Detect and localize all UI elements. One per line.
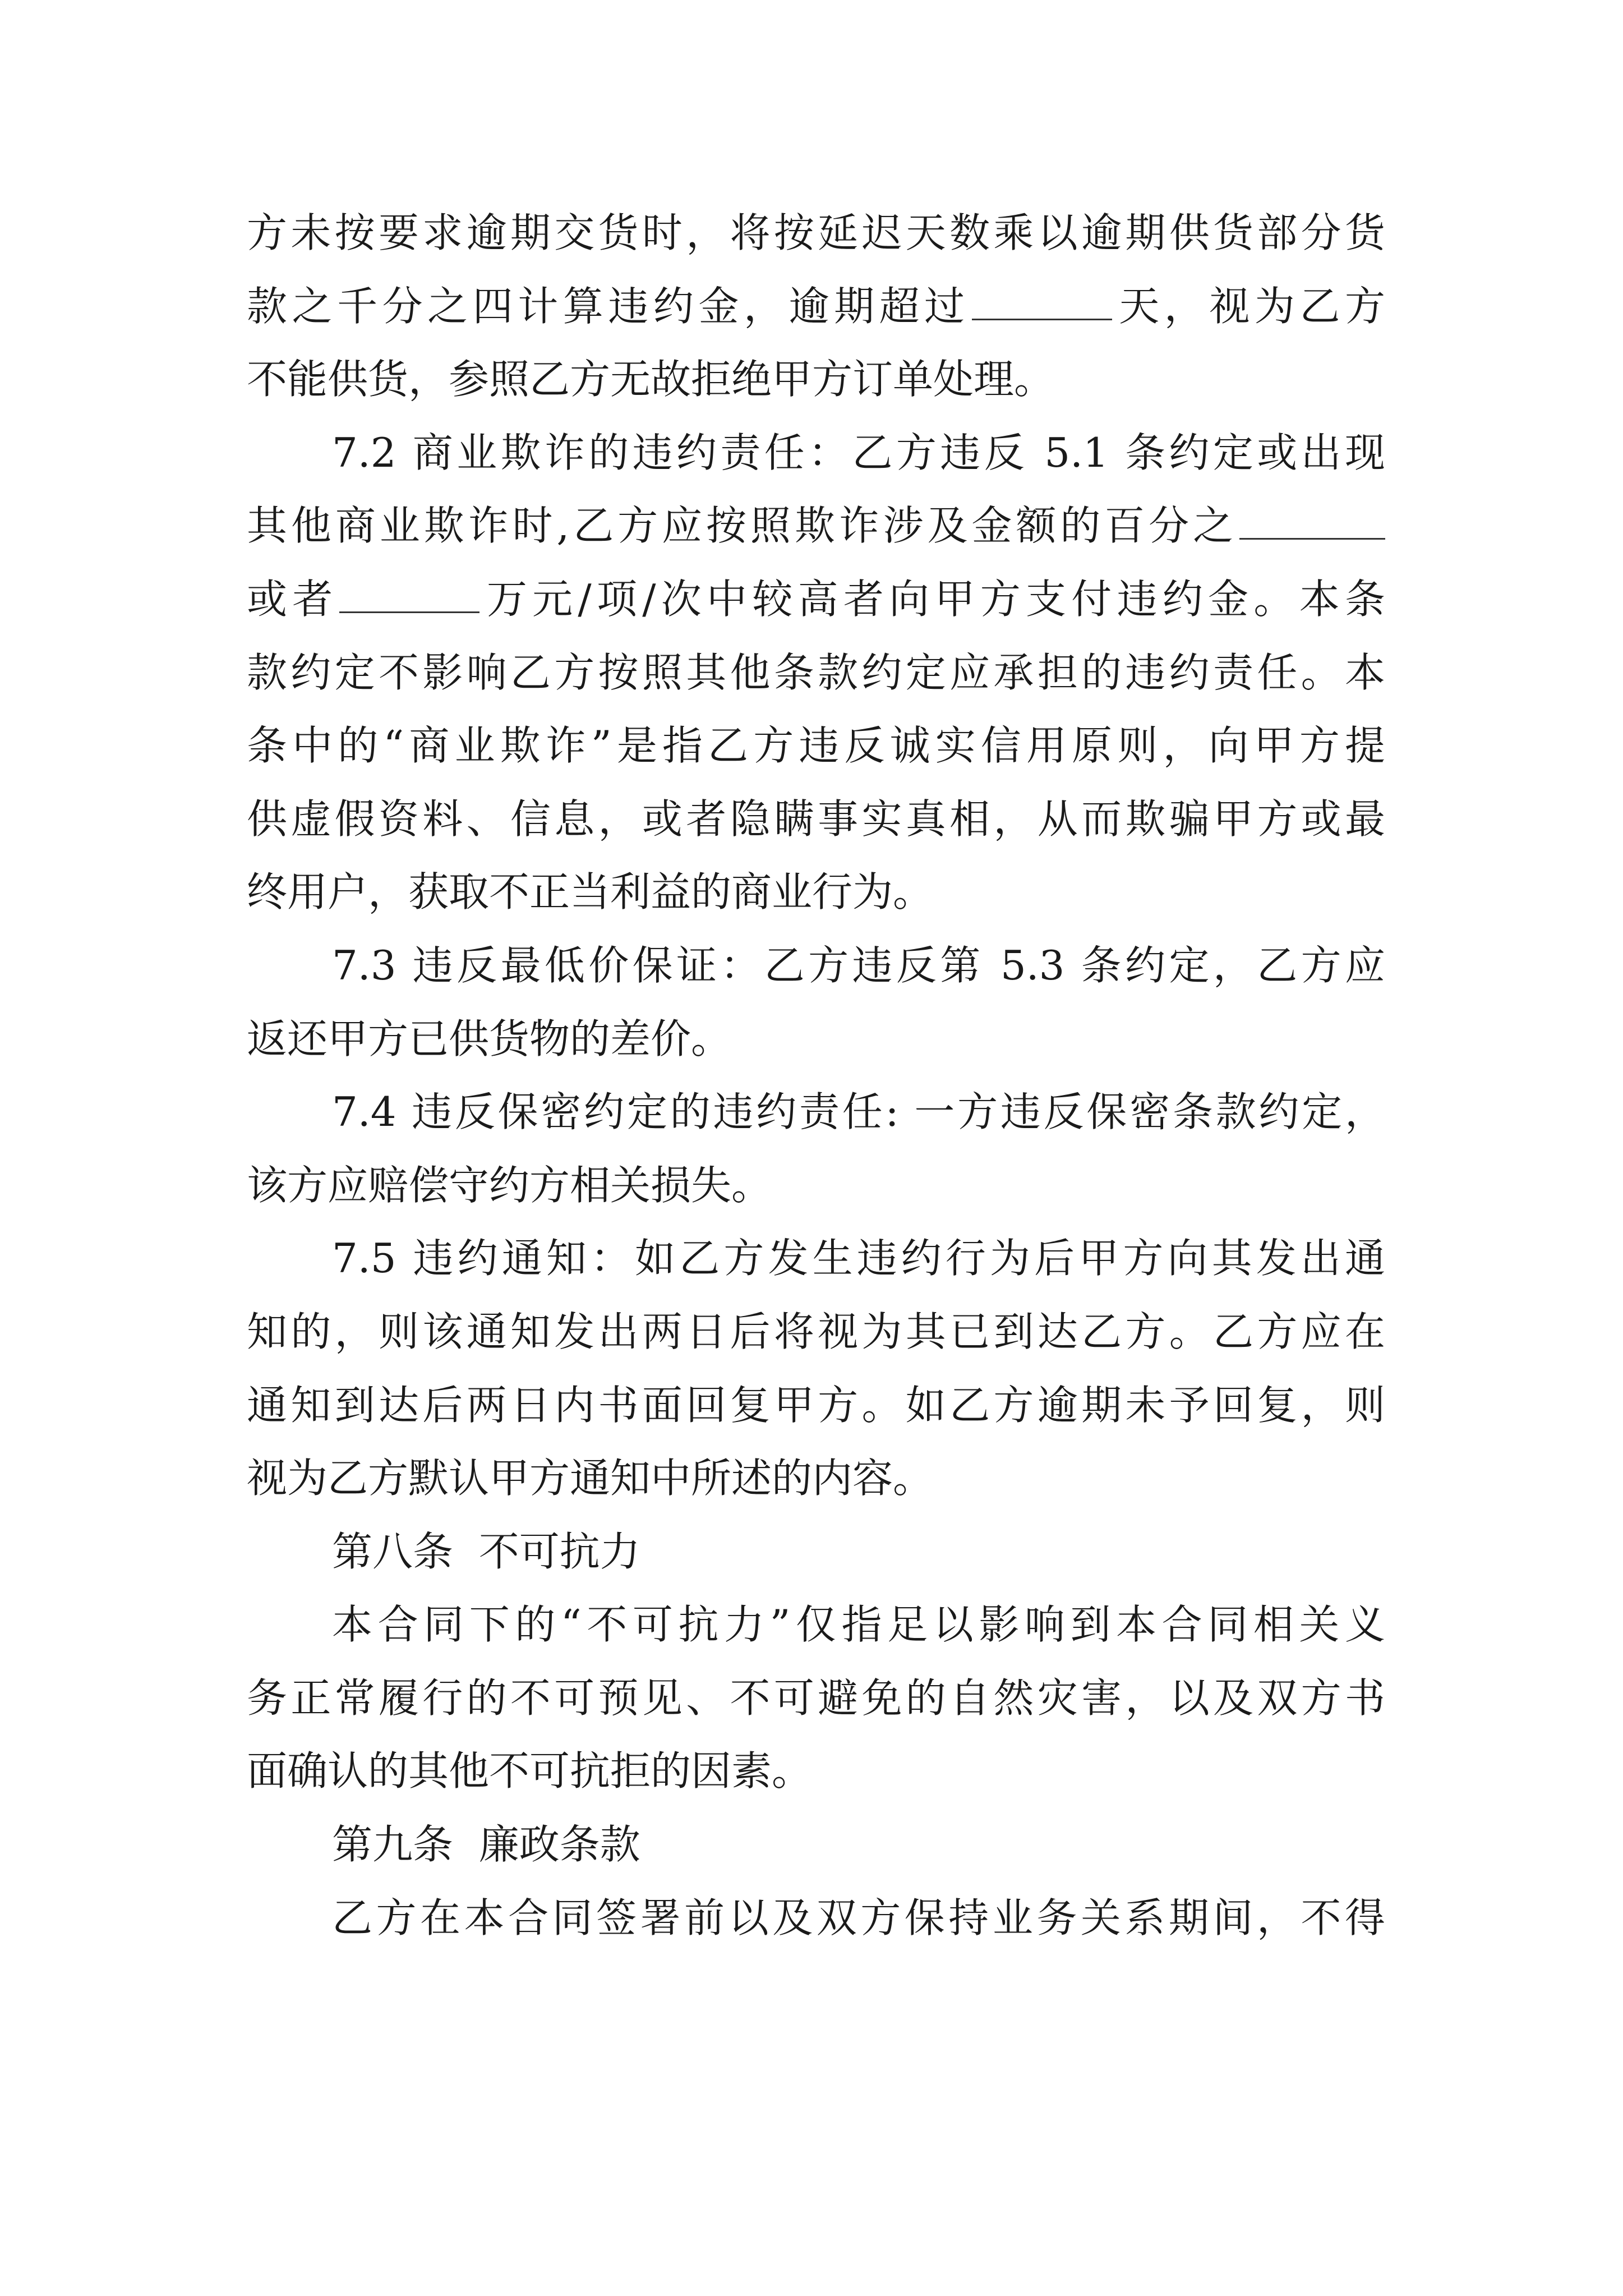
text-line: 该方应赔偿守约方相关损失。	[247, 1161, 772, 1209]
text-line: 7.3 违反最低价保证：乙方违反第 5.3 条约定，乙方应	[332, 941, 1385, 989]
text-fragment: 天，视为乙方	[1114, 282, 1385, 330]
text-line: 不能供货，参照乙方无故拒绝甲方订单处理。	[247, 356, 1055, 403]
fill-in-blank	[339, 611, 479, 613]
text-line: 知的，则该通知发出两日后将视为其已到达乙方。乙方应在	[247, 1308, 1385, 1355]
section-heading: 第八条 不可抗力	[332, 1527, 640, 1575]
text-fragment: 其他商业欺诈时,乙方应按照欺诈涉及金额的百分之	[247, 502, 1237, 550]
text-line: 返还甲方已供货物的差价。	[247, 1015, 732, 1062]
text-line: 乙方在本合同签署前以及双方保持业务关系期间，不得	[332, 1894, 1385, 1941]
text-line: 7.5 违约通知：如乙方发生违约行为后甲方向其发出通	[332, 1235, 1385, 1282]
text-fragment: 或者	[247, 575, 338, 623]
fill-in-blank	[1239, 537, 1385, 540]
text-line: 本合同下的“不可抗力”仅指足以影响到本合同相关义	[332, 1601, 1385, 1649]
text-line-with-blank	[247, 563, 1385, 636]
text-line: 款约定不影响乙方按照其他条款约定应承担的违约责任。本	[247, 648, 1385, 696]
text-line-with-blank	[247, 489, 1385, 563]
section-heading: 第九条 廉政条款	[332, 1821, 640, 1869]
text-fragment: 万元/项/次中较高者向甲方支付违约金。本条	[481, 575, 1385, 623]
document-page	[247, 196, 1385, 1954]
text-line-with-blank	[247, 270, 1385, 343]
text-line: 通知到达后两日内书面回复甲方。如乙方逾期未予回复，则	[247, 1381, 1385, 1429]
text-line: 视为乙方默认甲方通知中所述的内容。	[247, 1455, 934, 1502]
text-line: 条中的“商业欺诈”是指乙方违反诚实信用原则，向甲方提	[247, 722, 1385, 770]
text-line: 7.2 商业欺诈的违约责任：乙方违反 5.1 条约定或出现	[332, 429, 1385, 476]
text-line: 务正常履行的不可预见、不可避免的自然灾害，以及双方书	[247, 1674, 1385, 1722]
text-line: 供虚假资料、信息，或者隐瞒事实真相，从而欺骗甲方或最	[247, 795, 1385, 843]
fill-in-blank	[972, 318, 1112, 320]
text-line: 面确认的其他不可抗拒的因素。	[247, 1747, 813, 1795]
text-line: 方未按要求逾期交货时，将按延迟天数乘以逾期供货部分货	[247, 209, 1385, 256]
text-line: 7.4 违反保密约定的违约责任: 一方违反保密条款约定，	[332, 1088, 1385, 1136]
text-fragment: 款之千分之四计算违约金，逾期超过	[247, 282, 970, 330]
text-line: 终用户，获取不正当利益的商业行为。	[247, 868, 934, 916]
